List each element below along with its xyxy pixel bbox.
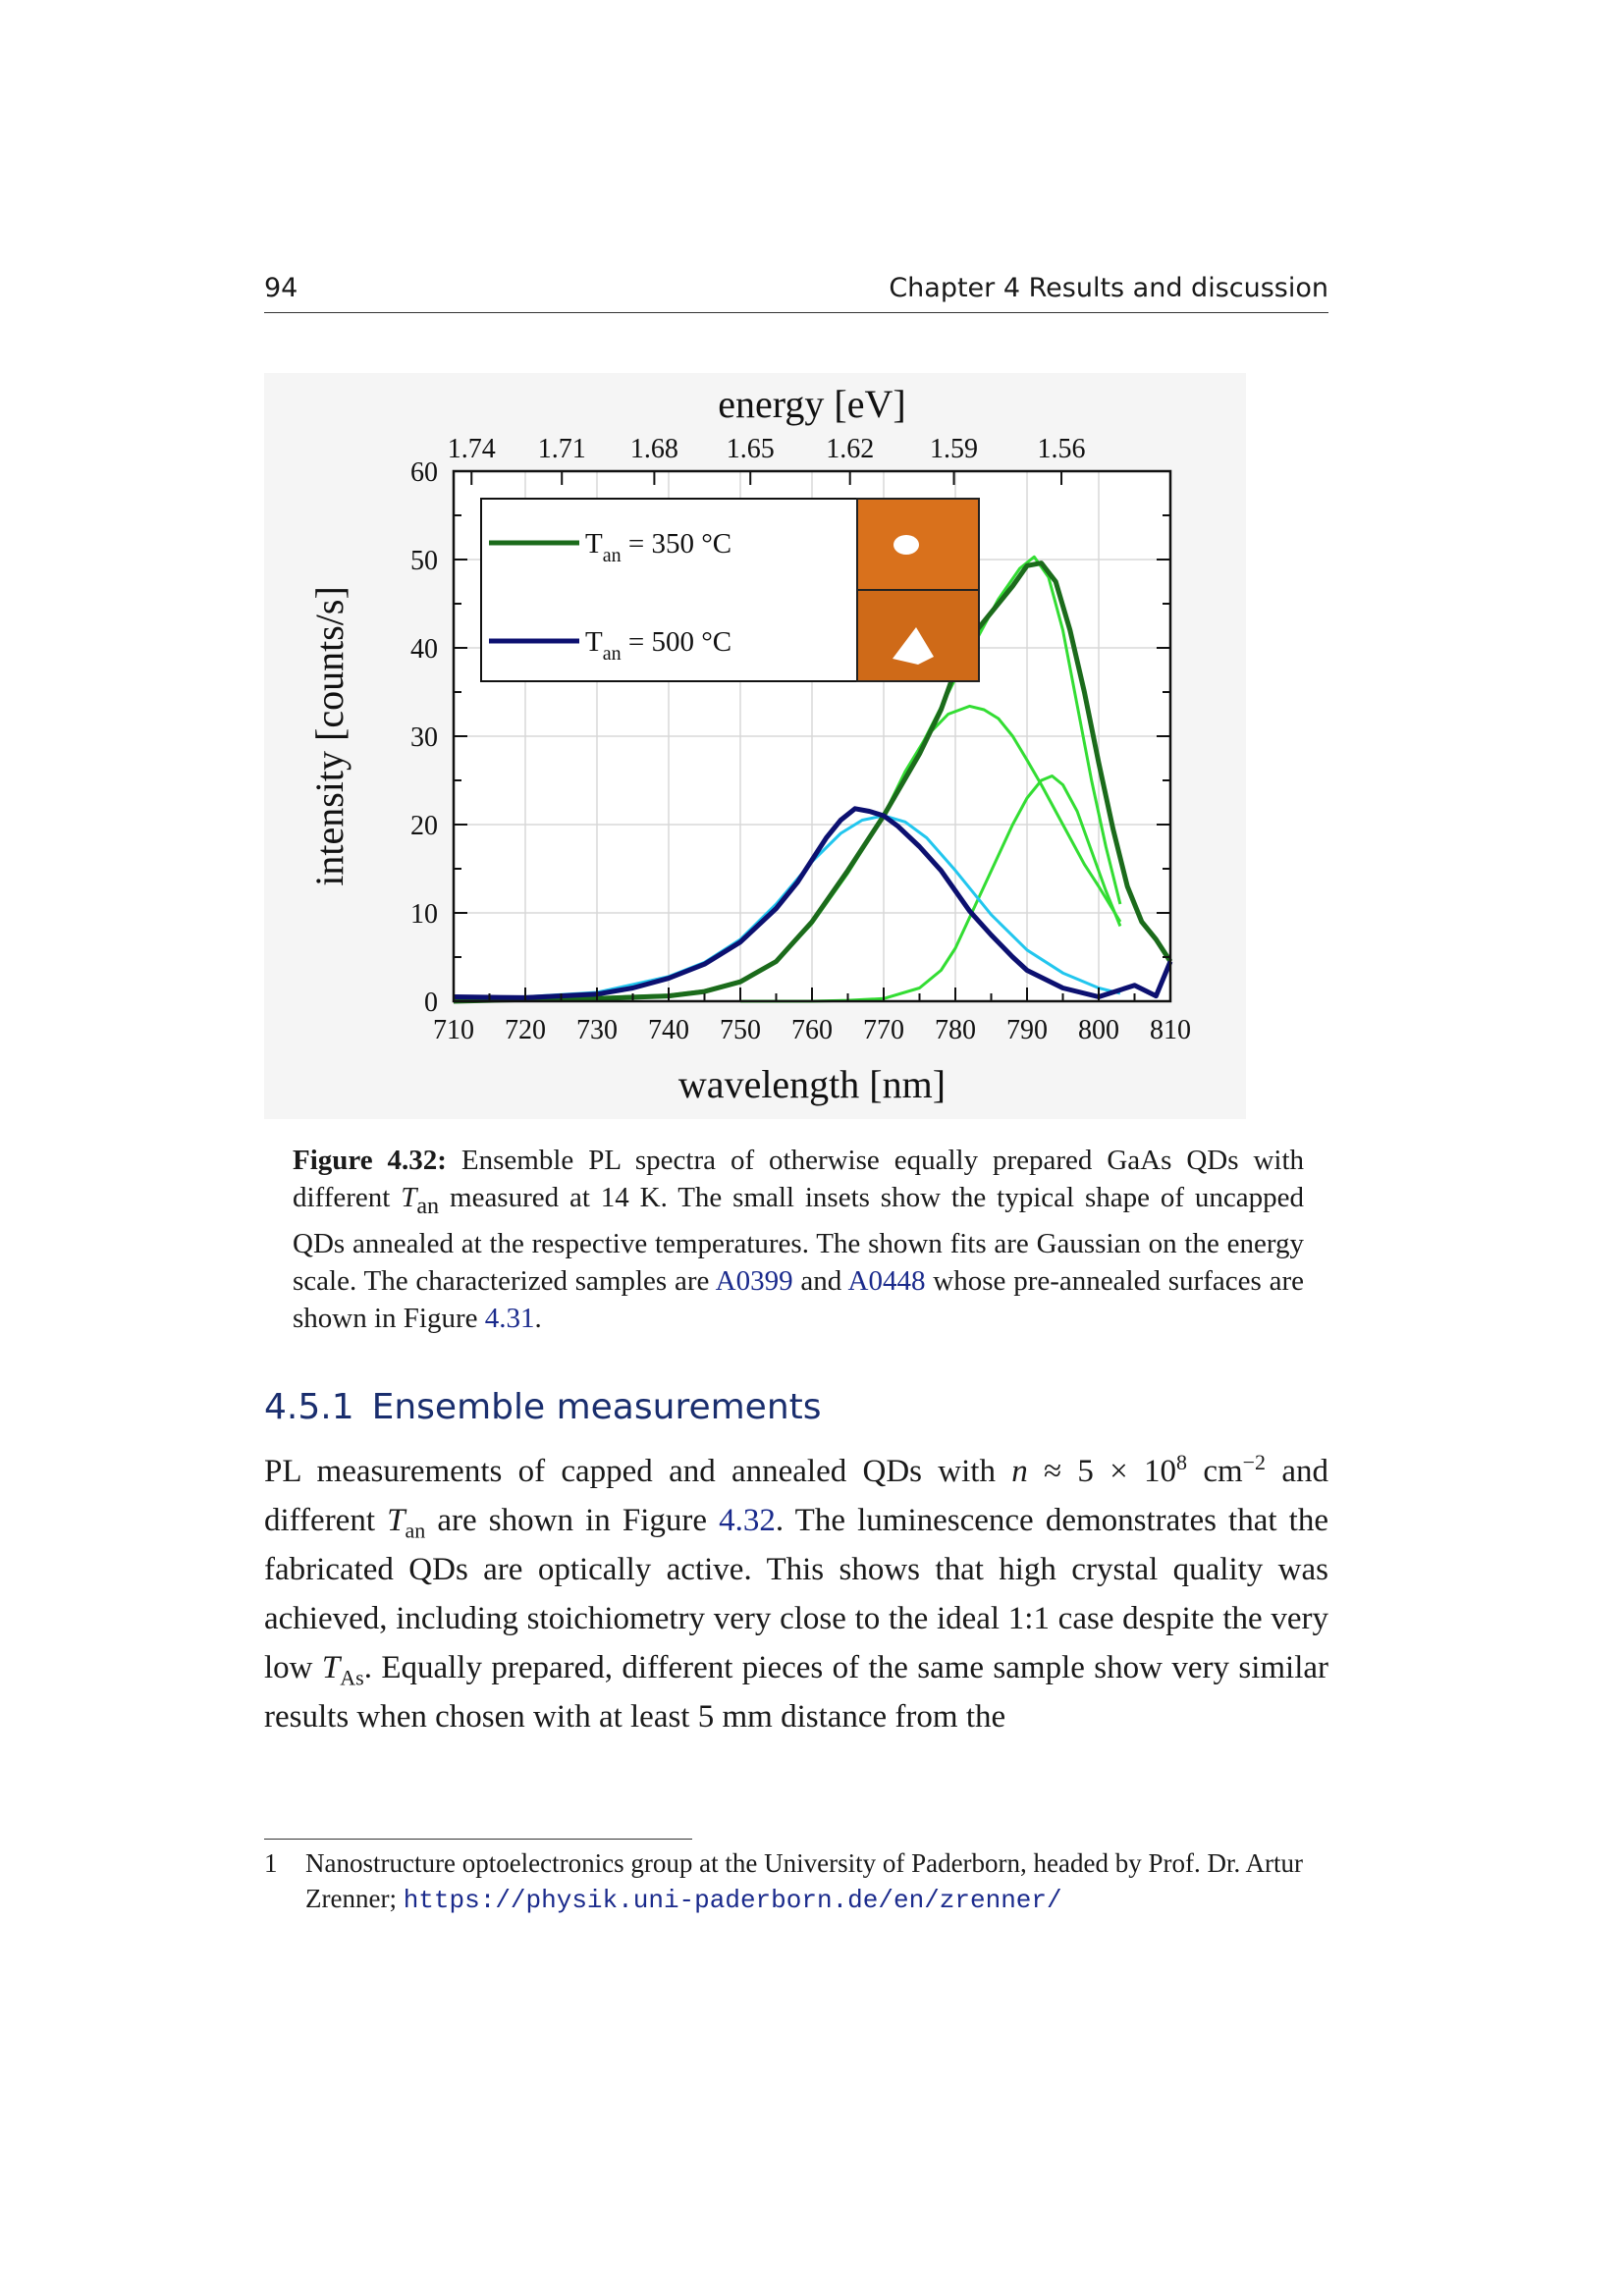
top-tick-label: 1.68 bbox=[629, 434, 678, 464]
y-tick-label: 50 bbox=[410, 546, 438, 576]
body-text: . The luminescence demonstrates that the fabricated QDs are optically active. This shows that high crystal quality was achieved, including stoichiometry very close to the ideal 1:1 case despite the very low bbox=[264, 1503, 1328, 1685]
caption-text: . bbox=[534, 1302, 542, 1334]
figure-caption bbox=[293, 1142, 1304, 1337]
caption-symbol: T bbox=[401, 1182, 417, 1213]
x-tick-label: 780 bbox=[935, 1015, 976, 1045]
link-sample-a0399[interactable]: A0399 bbox=[715, 1264, 793, 1297]
top-tick-label: 1.59 bbox=[930, 434, 979, 464]
y-axis-title: intensity [counts/s] bbox=[307, 586, 352, 886]
legend-entry-350: $T_{an} = 350$ °C bbox=[585, 528, 732, 566]
x-tick-label: 790 bbox=[1006, 1015, 1048, 1045]
legend bbox=[481, 499, 979, 681]
body-text: are shown in Figure bbox=[425, 1503, 720, 1538]
math-subscript: As bbox=[340, 1665, 364, 1690]
x-tick-label: 810 bbox=[1150, 1015, 1191, 1045]
y-tick-label: 40 bbox=[410, 634, 438, 665]
top-tick-label: 1.74 bbox=[447, 434, 496, 464]
top-tick-label: 1.65 bbox=[726, 434, 775, 464]
x-tick-label: 730 bbox=[576, 1015, 618, 1045]
x-axis-title: wavelength [nm] bbox=[677, 1062, 947, 1106]
body-text: . Equally prepared, different pieces of the same sample show very similar results when chosen with at least 5 mm distance from the bbox=[264, 1650, 1329, 1735]
top-tick-label: 1.71 bbox=[537, 434, 586, 464]
y-tick-label: 20 bbox=[410, 811, 438, 841]
footnote-url-link[interactable]: https://physik.uni-paderborn.de/en/zrenner/ bbox=[403, 1886, 1062, 1915]
body-paragraph bbox=[264, 1447, 1328, 1741]
top-tick-label: 1.56 bbox=[1037, 434, 1086, 464]
footnote-mark: 1 bbox=[264, 1848, 278, 1878]
footnote-text: Nanostructure optoelectronics group at the University of Paderborn, headed by Prof. Dr. Artur Zrenner; bbox=[305, 1848, 1303, 1913]
section-number: 4.5.1 bbox=[264, 1387, 354, 1427]
math-symbol: T bbox=[387, 1503, 406, 1538]
x-tick-label: 770 bbox=[863, 1015, 904, 1045]
y-tick-label: 10 bbox=[410, 899, 438, 930]
top-tick-label: 1.62 bbox=[826, 434, 875, 464]
caption-label: Figure 4.32: bbox=[293, 1145, 447, 1176]
math-symbol: n bbox=[1011, 1454, 1028, 1489]
math-exponent: −2 bbox=[1242, 1450, 1267, 1474]
link-figure-4-31[interactable]: 4.31 bbox=[484, 1302, 535, 1334]
body-text: cm bbox=[1187, 1454, 1243, 1489]
caption-text: Ensemble PL spectra of otherwise equally prepared GaAs QDs with different bbox=[293, 1145, 1304, 1213]
footnote bbox=[264, 1845, 1334, 1918]
link-sample-a0448[interactable]: A0448 bbox=[847, 1264, 926, 1297]
x-tick-label: 740 bbox=[648, 1015, 689, 1045]
x-tick-label: 800 bbox=[1078, 1015, 1119, 1045]
section-title: Ensemble measurements bbox=[371, 1387, 822, 1427]
footnote-rule bbox=[264, 1839, 692, 1840]
inset-image-500 bbox=[857, 590, 979, 681]
math-exponent: 8 bbox=[1176, 1450, 1188, 1474]
top-axis-title: energy [eV] bbox=[718, 382, 906, 426]
page-number: 94 bbox=[264, 273, 298, 303]
caption-text: whose pre-annealed surfaces are shown in Figure bbox=[293, 1264, 1304, 1334]
chapter-title: Chapter 4 Results and discussion bbox=[889, 273, 1328, 303]
x-tick-label: 710 bbox=[433, 1015, 474, 1045]
caption-symbol-sub: an bbox=[416, 1192, 440, 1219]
body-text: ≈ 5 × 10 bbox=[1027, 1454, 1177, 1489]
math-subscript: an bbox=[405, 1518, 426, 1543]
y-tick-label: 30 bbox=[410, 722, 438, 753]
pl-spectra-chart bbox=[264, 373, 1246, 1119]
legend-entry-500: $T_{an} = 500$ °C bbox=[585, 626, 732, 665]
link-figure-4-32[interactable]: 4.32 bbox=[719, 1503, 776, 1538]
body-text: PL measurements of capped and annealed QDs with bbox=[264, 1454, 1012, 1489]
y-tick-label: 0 bbox=[424, 988, 438, 1018]
x-tick-label: 720 bbox=[505, 1015, 546, 1045]
x-tick-label: 750 bbox=[720, 1015, 761, 1045]
caption-text: measured at 14 K. The small insets show the typical shape of uncapped QDs annealed at the respective temperatures. The shown fits are Gaussian on the energy scale. The characterized samples are bbox=[293, 1182, 1304, 1297]
caption-text: and bbox=[792, 1264, 848, 1297]
running-header bbox=[264, 271, 1328, 313]
y-tick-label: 60 bbox=[410, 457, 438, 488]
math-symbol: T bbox=[321, 1650, 341, 1685]
body-text: and different bbox=[264, 1454, 1328, 1538]
section-heading bbox=[264, 1387, 822, 1427]
inset-image-350 bbox=[857, 499, 979, 590]
x-tick-label: 760 bbox=[791, 1015, 833, 1045]
